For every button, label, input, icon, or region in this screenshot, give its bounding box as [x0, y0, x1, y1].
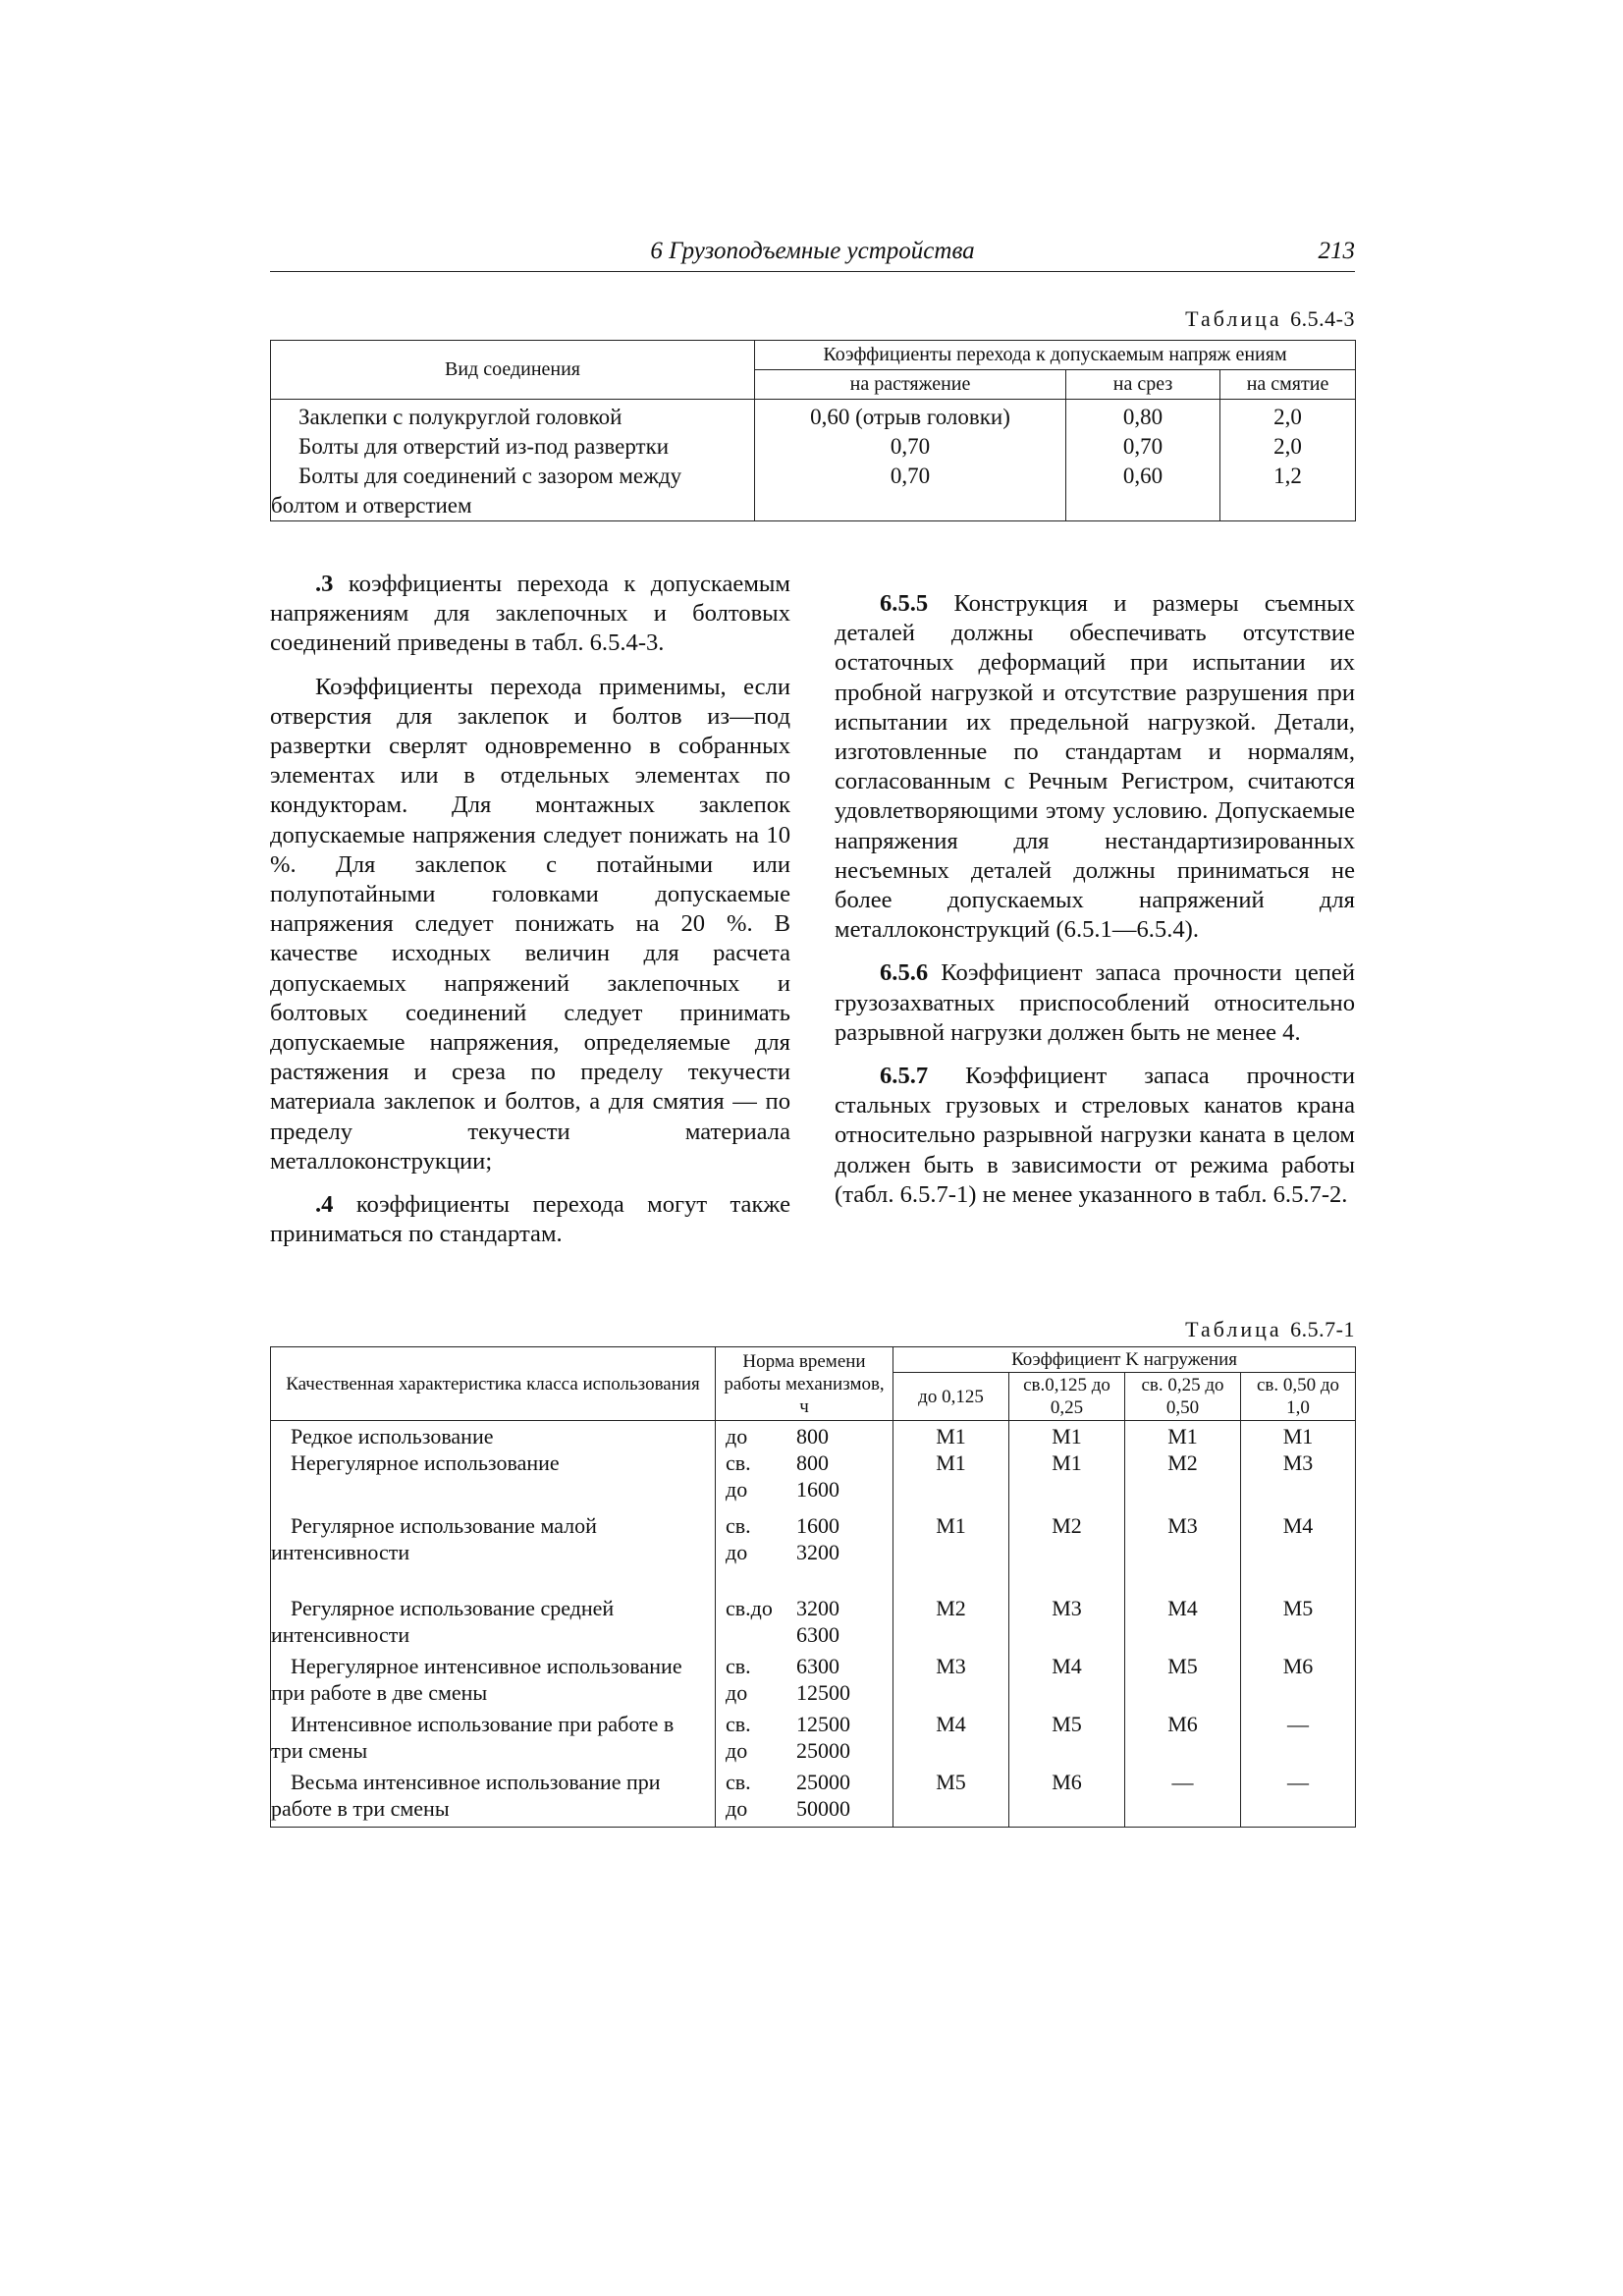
- table-caption-6-5-7-1: [1185, 1317, 1355, 1342]
- table-row: [271, 1653, 1356, 1711]
- cell-hours: св. 12500 до 25000: [716, 1711, 893, 1769]
- cell-type: Заклепки с полукруглой головкой: [271, 400, 755, 433]
- cell-shear: 0,60: [1066, 462, 1220, 521]
- cell-k: M3: [1125, 1512, 1241, 1595]
- table-row: [271, 1449, 1356, 1512]
- table-row: [271, 432, 1356, 462]
- cell-type: Болты для отверстий из-под развертки: [271, 432, 755, 462]
- cell-k: M5: [1009, 1711, 1125, 1769]
- cell-usage: Нерегулярное интенсивное использование при работе в две смены: [271, 1653, 716, 1711]
- cell-k: M6: [1009, 1769, 1125, 1827]
- table-6-5-7-1: [270, 1346, 1356, 1828]
- cell-k: M1: [893, 1449, 1009, 1512]
- cell-k: M3: [893, 1653, 1009, 1711]
- table-row: [271, 1595, 1356, 1653]
- cell-bearing: 2,0: [1220, 400, 1356, 433]
- cell-hours: св.до 3200 6300: [716, 1595, 893, 1653]
- paragraph-text: коэффициенты перехода могут также приниматься по стандартам.: [270, 1191, 790, 1248]
- cell-usage: Редкое использование: [271, 1421, 716, 1450]
- cell-hours: св. 800 до 1600: [716, 1449, 893, 1512]
- cell-usage: Регулярное использование средней интенсивности: [271, 1595, 716, 1653]
- header-usage-class: Качественная характеристика класса использования: [271, 1347, 716, 1421]
- paragraph: Коэффициенты перехода применимы, если отверстия для заклепок и болтов из—под развертки сверлят одновременно в собранных элементах или в отдельных элементах по кондукторам. Для монтажных заклепок допускаемые напряжения следует понижать на 10 %. Для заклепок с потайными или полупотайными головками допускаемые напряжения следует понижать на 20 %. В качестве исходных величин для расчета допускаемых напряжений заклепочных и болтовых соединений следует принимать допускаемые напряжения, определяемые для растяжения и среза по пределу текучести материала заклепок и болтов, а для смятия — по пределу текучести материала металлоконструкции;: [270, 673, 790, 1175]
- header-k2: св.0,125 до 0,25: [1009, 1373, 1125, 1421]
- header-k1: до 0,125: [893, 1373, 1009, 1421]
- cell-tension: 0,70: [755, 462, 1066, 521]
- header-shear: на срез: [1066, 370, 1220, 400]
- header-coefficients-group: Коэффициенты перехода к допускаемым напряж ениям: [755, 341, 1356, 370]
- cell-k: M3: [1241, 1449, 1356, 1512]
- cell-usage: Нерегулярное использование: [271, 1449, 716, 1512]
- right-text-column: [835, 589, 1355, 1224]
- section-number: 6.5.6: [880, 959, 929, 987]
- table-row: [271, 400, 1356, 433]
- caption-word: Таблица: [1185, 306, 1282, 331]
- cell-usage: Регулярное использование малой интенсивности: [271, 1512, 716, 1595]
- cell-tension: 0,70: [755, 432, 1066, 462]
- cell-k: M4: [893, 1711, 1009, 1769]
- caption-number: 6.5.7-1: [1290, 1317, 1355, 1341]
- paragraph: [270, 1190, 790, 1249]
- table-row: [271, 462, 1356, 521]
- paragraph: [835, 958, 1355, 1048]
- cell-bearing: 2,0: [1220, 432, 1356, 462]
- caption-number: 6.5.4-3: [1290, 306, 1355, 331]
- cell-k: —: [1241, 1711, 1356, 1769]
- table-row: [271, 1512, 1356, 1595]
- header-connection-type: Вид соединения: [271, 341, 755, 400]
- cell-k: —: [1125, 1769, 1241, 1827]
- cell-usage: Весьма интенсивное использование при работе в три смены: [271, 1769, 716, 1827]
- paragraph: [835, 1062, 1355, 1210]
- cell-k: M3: [1009, 1595, 1125, 1653]
- cell-k: M1: [1009, 1421, 1125, 1450]
- chapter-title: 6 Грузоподъемные устройства: [650, 238, 975, 264]
- section-number: 6.5.5: [880, 590, 929, 617]
- cell-k: M4: [1009, 1653, 1125, 1711]
- header-k3: св. 0,25 до 0,50: [1125, 1373, 1241, 1421]
- table-6-5-4-3: [270, 340, 1356, 521]
- paragraph-text: коэффициенты перехода к допускаемым напряжениям для заклепочных и болтовых соединений приведены в табл. 6.5.4-3.: [270, 571, 790, 657]
- cell-k: M1: [893, 1512, 1009, 1595]
- page-number: 213: [1318, 238, 1355, 264]
- header-load-factor-group: Коэффициент K нагружения: [893, 1347, 1356, 1373]
- running-header: [270, 238, 1355, 272]
- paragraph-text: Конструкция и размеры съемных деталей должны обеспечивать отсутствие остаточных деформаций при испытании их пробной нагрузкой и отсутствие разрушения при испытании их предельной нагрузкой. Детали, изготовленные по стандартам и нормалям, согласованным с Речным Регистром, считаются удовлетворяющими этому условию. Допускаемые напряжения для нестандартизированных несъемных деталей должны приниматься не более допускаемых напряжений для металлоконструкций (6.5.1—6.5.4).: [835, 590, 1355, 944]
- cell-k: —: [1241, 1769, 1356, 1827]
- cell-bearing: 1,2: [1220, 462, 1356, 521]
- paragraph-text: Коэффициент запаса прочности стальных грузовых и стреловых канатов крана относительно разрывной нагрузки каната в целом должен быть в зависимости от режима работы (табл. 6.5.7-1) не менее указанного в табл. 6.5.7-2.: [835, 1063, 1355, 1208]
- cell-hours: до 800: [716, 1421, 893, 1450]
- item-number: .3: [315, 571, 334, 597]
- cell-usage: Интенсивное использование при работе в три смены: [271, 1711, 716, 1769]
- cell-k: M1: [1125, 1421, 1241, 1450]
- cell-k: M6: [1125, 1711, 1241, 1769]
- cell-k: M2: [1125, 1449, 1241, 1512]
- header-bearing: на смятие: [1220, 370, 1356, 400]
- table-row: [271, 1769, 1356, 1827]
- section-number: 6.5.7: [880, 1063, 929, 1090]
- cell-k: M2: [893, 1595, 1009, 1653]
- cell-k: M5: [1125, 1653, 1241, 1711]
- table-caption-6-5-4-3: [1185, 306, 1355, 332]
- cell-k: M5: [893, 1769, 1009, 1827]
- table-row: [271, 1711, 1356, 1769]
- cell-k: M6: [1241, 1653, 1356, 1711]
- cell-type: Болты для соединений с зазором между болтом и отверстием: [271, 462, 755, 521]
- cell-k: M4: [1125, 1595, 1241, 1653]
- table-row: [271, 1421, 1356, 1450]
- paragraph-text: Коэффициент запаса прочности цепей грузозахватных приспособлений относительно разрывной нагрузки должен быть не менее 4.: [835, 959, 1355, 1046]
- left-text-column: [270, 570, 790, 1263]
- item-number: .4: [315, 1191, 334, 1219]
- cell-shear: 0,70: [1066, 432, 1220, 462]
- header-operating-time: Норма времени работы механизмов, ч: [716, 1347, 893, 1421]
- header-k4: св. 0,50 до 1,0: [1241, 1373, 1356, 1421]
- cell-hours: св. 6300 до 12500: [716, 1653, 893, 1711]
- paragraph: [270, 570, 790, 659]
- cell-k: M1: [893, 1421, 1009, 1450]
- paragraph: [835, 589, 1355, 945]
- cell-shear: 0,80: [1066, 400, 1220, 433]
- cell-k: M4: [1241, 1512, 1356, 1595]
- cell-k: M1: [1241, 1421, 1356, 1450]
- cell-k: M2: [1009, 1512, 1125, 1595]
- cell-hours: св. 25000 до 50000: [716, 1769, 893, 1827]
- caption-word: Таблица: [1185, 1317, 1282, 1341]
- cell-k: M5: [1241, 1595, 1356, 1653]
- header-tension: на растяжение: [755, 370, 1066, 400]
- cell-tension: 0,60 (отрыв головки): [755, 400, 1066, 433]
- cell-hours: св. 1600 до 3200: [716, 1512, 893, 1595]
- cell-k: M1: [1009, 1449, 1125, 1512]
